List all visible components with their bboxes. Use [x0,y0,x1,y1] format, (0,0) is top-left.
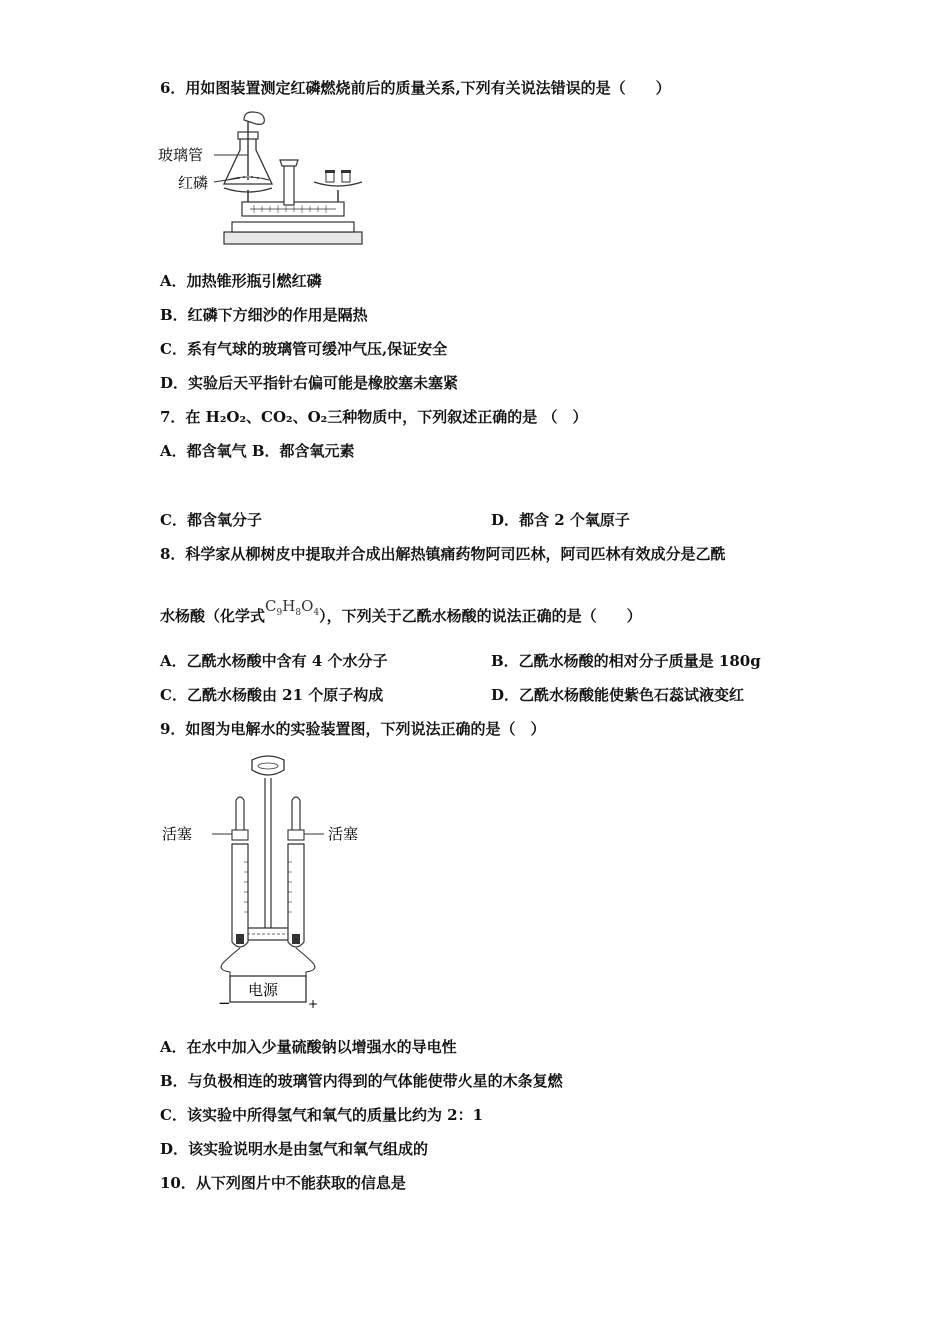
q6-option-d: D．实验后天平指针右偏可能是橡胶塞未塞紧 [160,374,459,392]
q6-option-c: C．系有气球的玻璃管可缓冲气压,保证安全 [160,340,448,358]
label-valve-right: 活塞 [328,825,359,843]
q9-option-d: D．该实验说明水是由氢气和氧气组成的 [160,1140,429,1158]
q7-options-ab: A．都含氧气 B．都含氧元素 [160,442,355,460]
q7-option-c: C．都含氧分子 [160,511,262,529]
q8-stem-prefix: 水杨酸（化学式 [160,607,266,625]
q6-option-a: A．加热锥形瓶引燃红磷 [160,272,322,290]
label-positive: + [308,997,319,1010]
q8-option-d: D．乙酰水杨酸能使紫色石蕊试液变红 [491,686,745,704]
q6-stem: 6．用如图装置测定红磷燃烧前后的质量关系,下列有关说法错误的是（ ） [160,79,671,97]
q8-option-a: A．乙酰水杨酸中含有 4 个水分子 [160,652,388,670]
label-negative: − [218,994,231,1010]
label-valve-left: 活塞 [162,825,193,843]
q10-stem: 10．从下列图片中不能获取的信息是 [160,1174,406,1192]
q9-stem: 9．如图为电解水的实验装置图，下列说法正确的是（ ） [160,720,546,738]
label-glass-tube: 玻璃管 [158,146,204,164]
q8-stem-line1: 8．科学家从柳树皮中提取并合成出解热镇痛药物阿司匹林，阿司匹林有效成分是乙酰 [160,545,726,563]
q8-option-b: B．乙酰水杨酸的相对分子质量是 180g [491,652,761,670]
balance-diagram [158,110,368,252]
q7-stem: 7．在 H₂O₂、CO₂、O₂三种物质中，下列叙述正确的是 （ ） [160,408,588,426]
electrolysis-diagram [160,752,370,1010]
chemical-formula: $C_9H_8O_4$ [265,597,320,618]
q7-option-d: D．都含 2 个氧原子 [491,511,630,529]
q6-option-b: B．红磷下方细沙的作用是隔热 [160,306,368,324]
q8-stem-suffix: ），下列关于乙酰水杨酸的说法正确的是（ ） [319,607,642,625]
q9-option-b: B．与负极相连的玻璃管内得到的气体能使带火星的木条复燃 [160,1072,563,1090]
q8-option-c: C．乙酰水杨酸由 21 个原子构成 [160,686,384,704]
q9-option-c: C．该实验中所得氢气和氧气的质量比约为 2：1 [160,1106,484,1124]
label-power: 电源 [248,981,279,999]
q8-stem-line2 [160,597,642,633]
label-red-phosphorus: 红磷 [178,174,209,192]
q9-option-a: A．在水中加入少量硫酸钠以增强水的导电性 [160,1038,457,1056]
